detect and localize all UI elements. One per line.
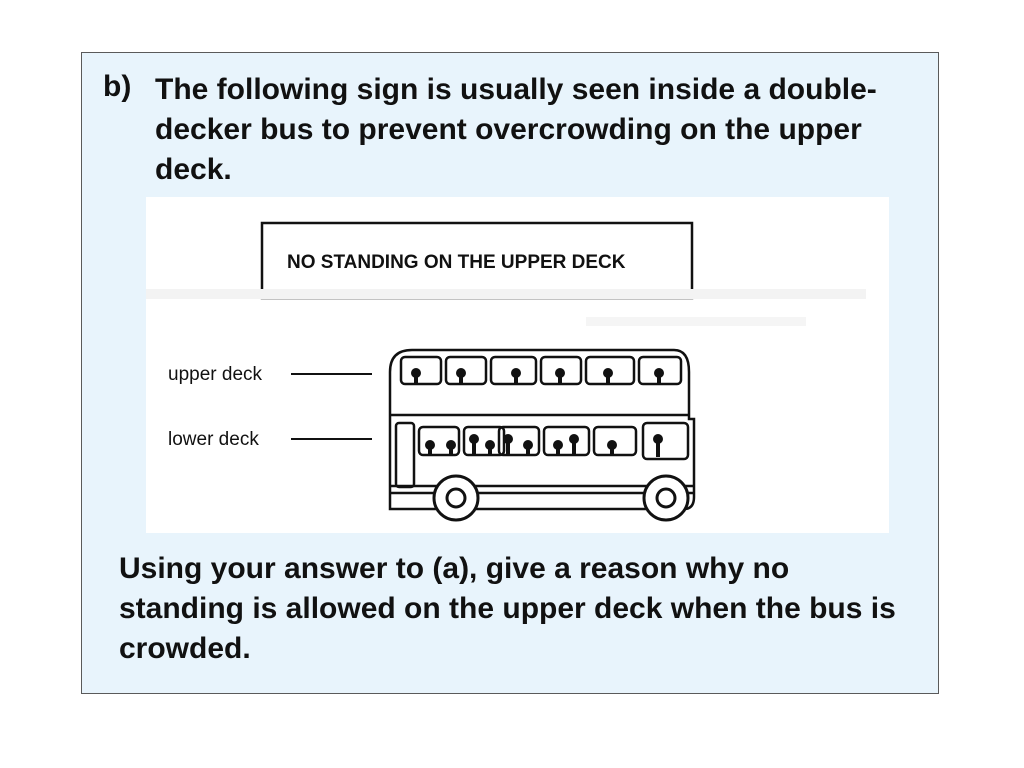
- lower-deck-label: lower deck: [168, 429, 259, 450]
- sign-text: NO STANDING ON THE UPPER DECK: [287, 252, 626, 273]
- prompt-text: Using your answer to (a), give a reason why no standing is allowed on the upper deck when the bus is crowded.: [119, 552, 896, 665]
- bus-figure: [146, 197, 889, 533]
- bus-illustration: [146, 197, 889, 533]
- question-label: b): [103, 70, 132, 103]
- upper-deck-label: upper deck: [168, 364, 263, 385]
- faint-text-line: [146, 289, 866, 299]
- question-text: The following sign is usually seen inside a double-decker bus to prevent overcrowding on the upper deck.: [155, 73, 877, 186]
- faint-text-line-2: [586, 317, 806, 326]
